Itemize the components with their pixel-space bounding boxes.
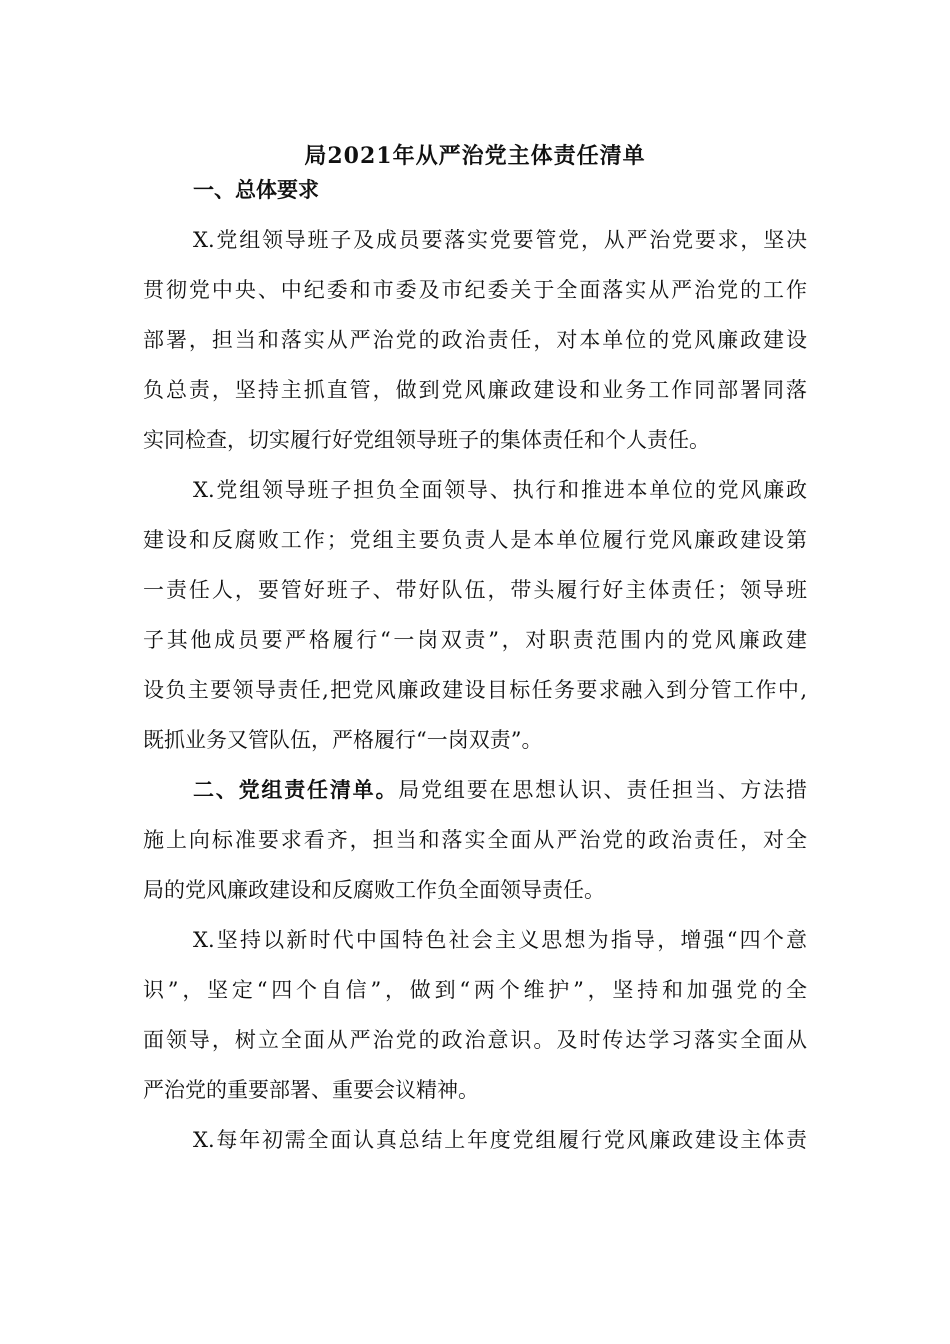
paragraph-line: 部署，担当和落实从严治党的政治责任，对本单位的党风廉政建设: [143, 328, 807, 352]
paragraph-line: 贯彻党中央、中纪委和市委及市纪委关于全面落实从严治党的工作: [143, 278, 807, 302]
document-body: [143, 160, 807, 1165]
section-heading-general-requirements: 一、总体要求: [193, 177, 319, 202]
paragraph-line: 实同检查，切实履行好党组领导班子的集体责任和个人责任。: [143, 428, 710, 452]
paragraph-line: [143, 765, 807, 815]
paragraph-line: 面领导，树立全面从严治党的政治意识。及时传达学习落实全面从: [143, 1028, 807, 1052]
paragraph-line: X.坚持以新时代中国特色社会主义思想为指导，增强“四个意: [193, 928, 807, 952]
paragraph-line: 子其他成员要严格履行“一岗双责”，对职责范围内的党风廉政建: [143, 628, 807, 652]
paragraph-4: [143, 915, 807, 1115]
paragraph-2: [143, 465, 807, 765]
section-heading-party-group-list: 二、党组责任清单。: [193, 777, 399, 802]
paragraph-line: 设负主要领导责任,把党风廉政建设目标任务要求融入到分管工作中,: [143, 678, 807, 702]
paragraph-line: 严治党的重要部署、重要会议精神。: [143, 1078, 479, 1102]
paragraph-line: 既抓业务又管队伍，严格履行“一岗双责”。: [143, 728, 543, 752]
paragraph-line: 建设和反腐败工作；党组主要负责人是本单位履行党风廉政建设第: [143, 528, 807, 552]
document-title: 局2021年从严治党主体责任清单: [304, 143, 646, 169]
paragraph-line: 一责任人，要管好班子、带好队伍，带头履行好主体责任；领导班: [143, 578, 807, 602]
paragraph-line: 施上向标准要求看齐，担当和落实全面从严治党的政治责任，对全: [143, 828, 807, 852]
paragraph-3: [143, 765, 807, 915]
paragraph-line: 识”，坚定“四个自信”，做到“两个维护”，坚持和加强党的全: [143, 978, 807, 1002]
paragraph-line: X.党组领导班子担负全面领导、执行和推进本单位的党风廉政: [193, 478, 807, 502]
paragraph-line-text: 局党组要在思想认识、责任担当、方法措: [398, 778, 808, 802]
paragraph-line: 局的党风廉政建设和反腐败工作负全面领导责任。: [143, 878, 605, 902]
paragraph-line: X.每年初需全面认真总结上年度党组履行党风廉政建设主体责: [193, 1128, 807, 1152]
paragraph-line: X.党组领导班子及成员要落实党要管党，从严治党要求，坚决: [193, 228, 807, 252]
paragraph-5: [143, 1115, 807, 1165]
paragraph-1: [143, 215, 807, 465]
paragraph-line: 负总责，坚持主抓直管，做到党风廉政建设和业务工作同部署同落: [143, 378, 807, 402]
